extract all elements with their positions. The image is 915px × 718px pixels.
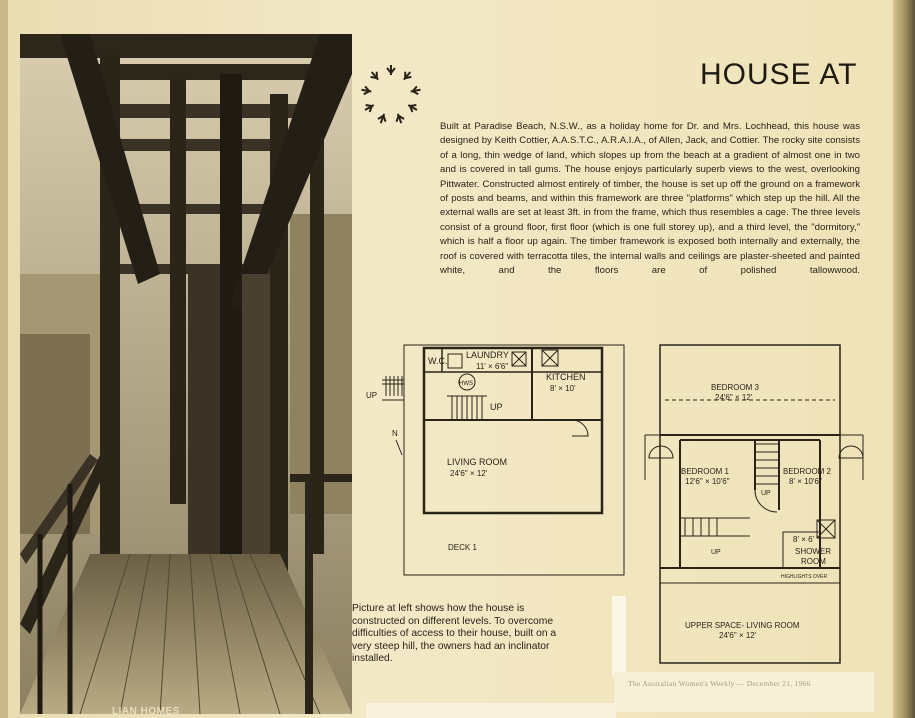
upper-floor-plan: [635, 340, 875, 670]
footer-strip: [614, 672, 874, 712]
house-photo: [20, 34, 352, 714]
plan-label-up-lower: UP: [711, 549, 721, 556]
article-body: Built at Paradise Beach, N.S.W., as a holiday home for Dr. and Mrs. Lochhead, this house was designed by Keith Cottier, A.A.S.T.C., A.R.A.I.A., of Allen, Jack, and Cottier. The rocky site consists of a long, thin wedge of land, which slopes up from the beach at a gradient of almost one in two and is covered in tall gums. The house enjoys particularly superb views to the west, overlooking Pittwater. Constructed almost entirely of timber, the house is set up off the ground on a framework of posts and beams, and within this framework are three "platforms" which step up the hill. All the external walls are set at least 3ft. in from the frame, which thus resembles a cage. The three levels consist of a ground floor, first floor (which is one full storey up), and a third level, the "dormitory," which is half a floor up again. The timber framework is exposed both internally and externally, the roof is covered with terracotta tiles, the internal walls and ceilings are plaster-sheeted and painted white, and the floors are of polished tallowwood.: [440, 121, 860, 277]
plan-dim-upper-space: 24'6" × 12': [719, 631, 757, 640]
plan-label-bedroom2: BEDROOM 2: [783, 467, 832, 476]
paper-strip: [366, 703, 616, 718]
plan-dim-bedroom2: 8' × 10'6": [789, 477, 822, 486]
plan-label-deck: DECK 1: [448, 543, 477, 552]
page-edge: [0, 0, 8, 718]
plan-label-laundry: LAUNDRY: [466, 350, 509, 360]
photo-caption: Picture at left shows how the house is constructed on different levels. To overcome difficulties of access to their house, built on a very steep hill, the owners had an inclinator installed.: [352, 603, 557, 665]
plan-label-up-left: UP: [366, 391, 378, 400]
photo-credit: LIAN HOMES: [112, 706, 180, 714]
page-spine: [893, 0, 915, 718]
plan-label-hws: HWS: [459, 381, 473, 387]
house-photo-drawing: [20, 34, 352, 714]
plan-label-bedroom3: BEDROOM 3: [711, 383, 760, 392]
plan-label-wc: W.C.: [428, 356, 448, 366]
paper-tab: [612, 596, 626, 676]
ground-floor-plan: [362, 340, 630, 580]
plan-dim-living: 24'6" × 12': [450, 469, 488, 478]
article-title: HOUSE AT: [700, 58, 858, 91]
plan-dim-shower: 8' × 6': [793, 535, 815, 544]
plan-label-shower-room: ROOM: [801, 557, 826, 566]
plan-dim-laundry: 11' × 6'6": [476, 362, 509, 371]
north-arrow-icon: N: [392, 429, 398, 438]
plan-label-up-stair: UP: [490, 402, 503, 412]
plan-label-upper-space: UPPER SPACE- LIVING ROOM: [685, 621, 800, 630]
plan-label-kitchen: KITCHEN: [546, 372, 586, 382]
plan-label-bedroom1: BEDROOM 1: [681, 467, 730, 476]
plan-label-shower: SHOWER: [795, 547, 831, 556]
plan-label-living: LIVING ROOM: [447, 457, 508, 467]
plan-dim-bedroom3: 24'6" × 12': [715, 393, 753, 402]
page-footer: The Australian Women's Weekly — December 21, 1966: [628, 679, 811, 688]
magazine-emblem-icon: [358, 62, 424, 128]
plan-dim-bedroom1: 12'6" × 10'6": [685, 477, 730, 486]
plan-dim-kitchen: 8' × 10': [550, 384, 576, 393]
plan-label-up-stair: UP: [761, 490, 771, 497]
plan-label-highlights: HIGHLIGHTS OVER: [781, 574, 828, 580]
